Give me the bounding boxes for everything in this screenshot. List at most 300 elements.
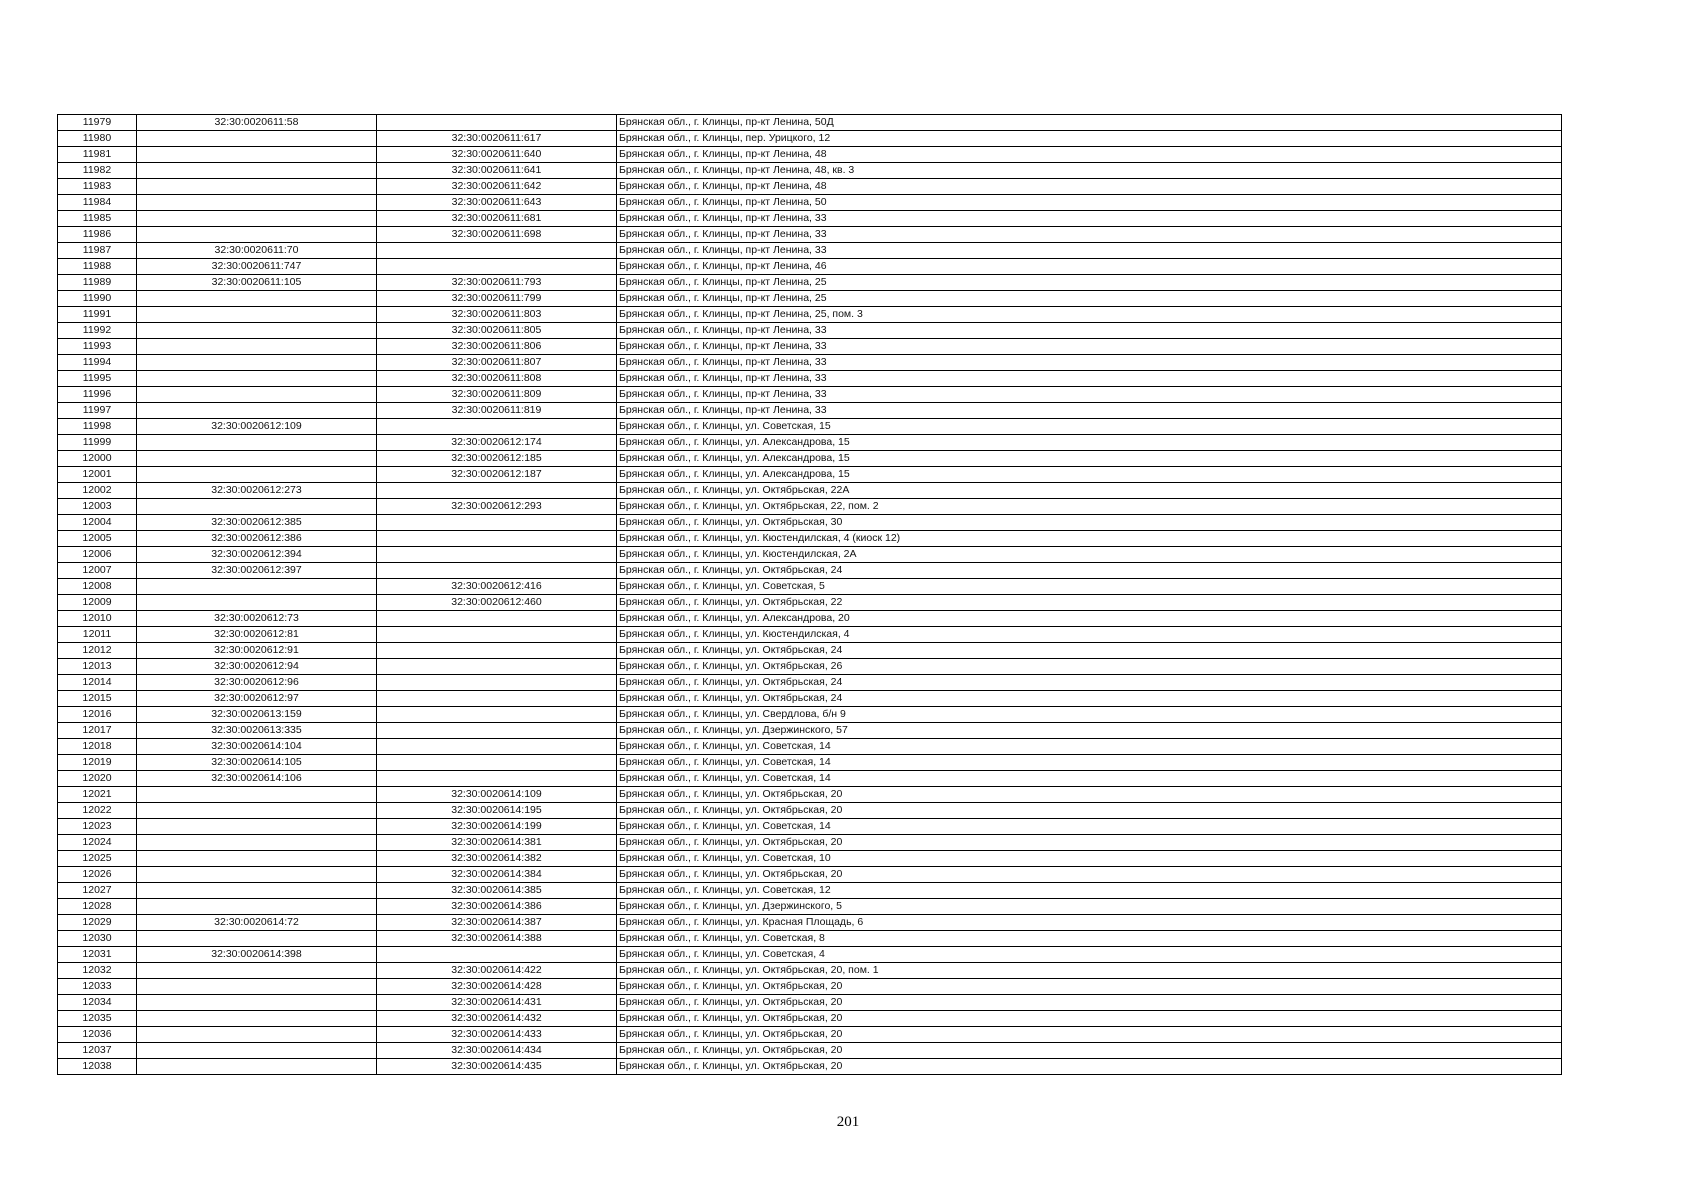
address-cell: Брянская обл., г. Клинцы, пр-кт Ленина, 33 [617,387,1562,403]
row-number-cell: 12006 [58,547,137,563]
address-cell: Брянская обл., г. Клинцы, ул. Советская, 14 [617,739,1562,755]
parcel-cadastral-cell [137,211,377,227]
row-number-cell: 12009 [58,595,137,611]
address-cell: Брянская обл., г. Клинцы, пр-кт Ленина, 25 [617,291,1562,307]
object-cadastral-cell: 32:30:0020611:640 [377,147,617,163]
table-row [58,451,1562,467]
object-cadastral-cell [377,947,617,963]
table-row [58,691,1562,707]
table-row [58,499,1562,515]
address-cell: Брянская обл., г. Клинцы, ул. Советская, 4 [617,947,1562,963]
address-cell: Брянская обл., г. Клинцы, пр-кт Ленина, 33 [617,211,1562,227]
table-row [58,1059,1562,1075]
object-cadastral-cell: 32:30:0020614:433 [377,1027,617,1043]
row-number-cell: 11993 [58,339,137,355]
row-number-cell: 11991 [58,307,137,323]
address-cell: Брянская обл., г. Клинцы, ул. Советская, 12 [617,883,1562,899]
object-cadastral-cell: 32:30:0020614:432 [377,1011,617,1027]
object-cadastral-cell: 32:30:0020614:422 [377,963,617,979]
row-number-cell: 12013 [58,659,137,675]
table-row [58,659,1562,675]
parcel-cadastral-cell: 32:30:0020612:91 [137,643,377,659]
parcel-cadastral-cell [137,1043,377,1059]
parcel-cadastral-cell: 32:30:0020613:335 [137,723,377,739]
object-cadastral-cell: 32:30:0020614:195 [377,803,617,819]
row-number-cell: 12016 [58,707,137,723]
object-cadastral-cell: 32:30:0020614:428 [377,979,617,995]
row-number-cell: 11995 [58,371,137,387]
table-row [58,355,1562,371]
table-row [58,579,1562,595]
table-row [58,435,1562,451]
object-cadastral-cell [377,115,617,131]
parcel-cadastral-cell [137,1059,377,1075]
table-row [58,483,1562,499]
row-number-cell: 12007 [58,563,137,579]
object-cadastral-cell: 32:30:0020614:434 [377,1043,617,1059]
object-cadastral-cell [377,723,617,739]
row-number-cell: 12035 [58,1011,137,1027]
table-row [58,771,1562,787]
address-cell: Брянская обл., г. Клинцы, ул. Октябрьская, 20 [617,867,1562,883]
object-cadastral-cell: 32:30:0020614:384 [377,867,617,883]
object-cadastral-cell: 32:30:0020612:416 [377,579,617,595]
table-body [58,115,1562,1075]
parcel-cadastral-cell: 32:30:0020612:273 [137,483,377,499]
parcel-cadastral-cell [137,819,377,835]
object-cadastral-cell: 32:30:0020612:174 [377,435,617,451]
address-cell: Брянская обл., г. Клинцы, пер. Урицкого, 12 [617,131,1562,147]
row-number-cell: 11980 [58,131,137,147]
parcel-cadastral-cell [137,371,377,387]
object-cadastral-cell [377,739,617,755]
parcel-cadastral-cell [137,195,377,211]
table-row [58,963,1562,979]
row-number-cell: 12024 [58,835,137,851]
row-number-cell: 12003 [58,499,137,515]
parcel-cadastral-cell [137,499,377,515]
parcel-cadastral-cell [137,355,377,371]
object-cadastral-cell [377,611,617,627]
object-cadastral-cell [377,243,617,259]
object-cadastral-cell: 32:30:0020614:385 [377,883,617,899]
row-number-cell: 11992 [58,323,137,339]
address-cell: Брянская обл., г. Клинцы, ул. Октябрьская, 20 [617,1027,1562,1043]
address-cell: Брянская обл., г. Клинцы, ул. Александрова, 15 [617,467,1562,483]
row-number-cell: 12026 [58,867,137,883]
parcel-cadastral-cell [137,451,377,467]
parcel-cadastral-cell [137,595,377,611]
parcel-cadastral-cell: 32:30:0020611:105 [137,275,377,291]
table-row [58,403,1562,419]
table-row [58,259,1562,275]
table-row [58,707,1562,723]
address-cell: Брянская обл., г. Клинцы, ул. Советская, 10 [617,851,1562,867]
row-number-cell: 11994 [58,355,137,371]
object-cadastral-cell [377,691,617,707]
object-cadastral-cell: 32:30:0020611:808 [377,371,617,387]
object-cadastral-cell: 32:30:0020612:187 [377,467,617,483]
parcel-cadastral-cell: 32:30:0020611:70 [137,243,377,259]
table-row [58,371,1562,387]
address-cell: Брянская обл., г. Клинцы, ул. Александрова, 20 [617,611,1562,627]
object-cadastral-cell: 32:30:0020614:386 [377,899,617,915]
row-number-cell: 12012 [58,643,137,659]
address-cell: Брянская обл., г. Клинцы, пр-кт Ленина, 33 [617,403,1562,419]
parcel-cadastral-cell [137,291,377,307]
row-number-cell: 12027 [58,883,137,899]
address-cell: Брянская обл., г. Клинцы, ул. Октябрьская, 20 [617,803,1562,819]
object-cadastral-cell: 32:30:0020614:431 [377,995,617,1011]
parcel-cadastral-cell [137,931,377,947]
row-number-cell: 11996 [58,387,137,403]
parcel-cadastral-cell: 32:30:0020612:386 [137,531,377,547]
row-number-cell: 12019 [58,755,137,771]
object-cadastral-cell [377,771,617,787]
parcel-cadastral-cell: 32:30:0020614:106 [137,771,377,787]
table-row [58,387,1562,403]
parcel-cadastral-cell [137,403,377,419]
parcel-cadastral-cell [137,883,377,899]
parcel-cadastral-cell: 32:30:0020611:58 [137,115,377,131]
table-row [58,531,1562,547]
document-table-wrapper [57,114,1562,1075]
row-number-cell: 12002 [58,483,137,499]
table-row [58,1011,1562,1027]
row-number-cell: 11985 [58,211,137,227]
table-row [58,515,1562,531]
address-cell: Брянская обл., г. Клинцы, ул. Красная Площадь, 6 [617,915,1562,931]
parcel-cadastral-cell [137,963,377,979]
address-cell: Брянская обл., г. Клинцы, ул. Октябрьская, 26 [617,659,1562,675]
table-row [58,819,1562,835]
row-number-cell: 11986 [58,227,137,243]
table-row [58,467,1562,483]
address-cell: Брянская обл., г. Клинцы, ул. Советская, 14 [617,819,1562,835]
row-number-cell: 11987 [58,243,137,259]
row-number-cell: 12004 [58,515,137,531]
row-number-cell: 12023 [58,819,137,835]
table-row [58,867,1562,883]
table-row [58,275,1562,291]
table-row [58,195,1562,211]
object-cadastral-cell: 32:30:0020611:617 [377,131,617,147]
address-cell: Брянская обл., г. Клинцы, пр-кт Ленина, 48 [617,179,1562,195]
object-cadastral-cell [377,259,617,275]
address-cell: Брянская обл., г. Клинцы, пр-кт Ленина, 33 [617,355,1562,371]
object-cadastral-cell: 32:30:0020611:806 [377,339,617,355]
table-row [58,1027,1562,1043]
object-cadastral-cell: 32:30:0020611:698 [377,227,617,243]
address-cell: Брянская обл., г. Клинцы, ул. Октябрьская, 22А [617,483,1562,499]
row-number-cell: 12010 [58,611,137,627]
row-number-cell: 12017 [58,723,137,739]
table-row [58,931,1562,947]
object-cadastral-cell: 32:30:0020611:807 [377,355,617,371]
table-row [58,291,1562,307]
table-row [58,723,1562,739]
address-cell: Брянская обл., г. Клинцы, ул. Октябрьская, 20 [617,1043,1562,1059]
object-cadastral-cell: 32:30:0020614:381 [377,835,617,851]
parcel-cadastral-cell [137,339,377,355]
table-row [58,675,1562,691]
row-number-cell: 12030 [58,931,137,947]
address-cell: Брянская обл., г. Клинцы, ул. Дзержинского, 57 [617,723,1562,739]
address-cell: Брянская обл., г. Клинцы, пр-кт Ленина, 33 [617,243,1562,259]
table-row [58,323,1562,339]
object-cadastral-cell: 32:30:0020611:642 [377,179,617,195]
row-number-cell: 11999 [58,435,137,451]
row-number-cell: 12011 [58,627,137,643]
object-cadastral-cell: 32:30:0020611:799 [377,291,617,307]
parcel-cadastral-cell: 32:30:0020614:398 [137,947,377,963]
address-cell: Брянская обл., г. Клинцы, ул. Октябрьская, 24 [617,563,1562,579]
row-number-cell: 12033 [58,979,137,995]
object-cadastral-cell [377,563,617,579]
parcel-cadastral-cell: 32:30:0020613:159 [137,707,377,723]
object-cadastral-cell: 32:30:0020611:803 [377,307,617,323]
row-number-cell: 12028 [58,899,137,915]
object-cadastral-cell: 32:30:0020611:681 [377,211,617,227]
row-number-cell: 12001 [58,467,137,483]
row-number-cell: 12034 [58,995,137,1011]
address-cell: Брянская обл., г. Клинцы, пр-кт Ленина, 33 [617,339,1562,355]
object-cadastral-cell: 32:30:0020612:460 [377,595,617,611]
table-row [58,419,1562,435]
parcel-cadastral-cell: 32:30:0020612:73 [137,611,377,627]
object-cadastral-cell: 32:30:0020614:109 [377,787,617,803]
parcel-cadastral-cell [137,1027,377,1043]
address-cell: Брянская обл., г. Клинцы, ул. Дзержинского, 5 [617,899,1562,915]
object-cadastral-cell: 32:30:0020614:388 [377,931,617,947]
address-cell: Брянская обл., г. Клинцы, пр-кт Ленина, 33 [617,227,1562,243]
parcel-cadastral-cell [137,851,377,867]
row-number-cell: 12015 [58,691,137,707]
parcel-cadastral-cell [137,867,377,883]
object-cadastral-cell [377,531,617,547]
row-number-cell: 12037 [58,1043,137,1059]
row-number-cell: 11979 [58,115,137,131]
table-row [58,611,1562,627]
parcel-cadastral-cell [137,835,377,851]
address-cell: Брянская обл., г. Клинцы, пр-кт Ленина, 25 [617,275,1562,291]
object-cadastral-cell [377,483,617,499]
address-cell: Брянская обл., г. Клинцы, ул. Октябрьская, 24 [617,643,1562,659]
object-cadastral-cell: 32:30:0020611:643 [377,195,617,211]
address-cell: Брянская обл., г. Клинцы, ул. Октябрьская, 20 [617,1059,1562,1075]
table-row [58,627,1562,643]
table-row [58,995,1562,1011]
address-cell: Брянская обл., г. Клинцы, ул. Октябрьская, 24 [617,691,1562,707]
table-row [58,211,1562,227]
parcel-cadastral-cell: 32:30:0020611:747 [137,259,377,275]
row-number-cell: 11981 [58,147,137,163]
row-number-cell: 12005 [58,531,137,547]
table-row [58,1043,1562,1059]
parcel-cadastral-cell [137,995,377,1011]
object-cadastral-cell [377,755,617,771]
address-cell: Брянская обл., г. Клинцы, пр-кт Ленина, 33 [617,371,1562,387]
address-cell: Брянская обл., г. Клинцы, ул. Октябрьская, 20 [617,835,1562,851]
table-row [58,147,1562,163]
parcel-cadastral-cell [137,979,377,995]
object-cadastral-cell: 32:30:0020611:819 [377,403,617,419]
row-number-cell: 12020 [58,771,137,787]
table-row [58,595,1562,611]
row-number-cell: 12021 [58,787,137,803]
row-number-cell: 11983 [58,179,137,195]
object-cadastral-cell: 32:30:0020612:293 [377,499,617,515]
parcel-cadastral-cell [137,163,377,179]
object-cadastral-cell [377,707,617,723]
table-row [58,947,1562,963]
row-number-cell: 11997 [58,403,137,419]
parcel-cadastral-cell: 32:30:0020612:96 [137,675,377,691]
table-row [58,163,1562,179]
row-number-cell: 12025 [58,851,137,867]
parcel-cadastral-cell [137,579,377,595]
parcel-cadastral-cell [137,803,377,819]
row-number-cell: 11988 [58,259,137,275]
object-cadastral-cell [377,547,617,563]
parcel-cadastral-cell: 32:30:0020614:72 [137,915,377,931]
address-cell: Брянская обл., г. Клинцы, ул. Октябрьская, 20 [617,995,1562,1011]
row-number-cell: 12014 [58,675,137,691]
address-cell: Брянская обл., г. Клинцы, ул. Кюстендилская, 2А [617,547,1562,563]
parcel-cadastral-cell [137,179,377,195]
parcel-cadastral-cell [137,899,377,915]
address-cell: Брянская обл., г. Клинцы, ул. Советская, 15 [617,419,1562,435]
table-row [58,339,1562,355]
table-row [58,883,1562,899]
table-row [58,307,1562,323]
parcel-cadastral-cell: 32:30:0020612:97 [137,691,377,707]
address-cell: Брянская обл., г. Клинцы, ул. Советская, 8 [617,931,1562,947]
address-cell: Брянская обл., г. Клинцы, ул. Кюстендилская, 4 (киоск 12) [617,531,1562,547]
table-row [58,899,1562,915]
address-cell: Брянская обл., г. Клинцы, ул. Александрова, 15 [617,451,1562,467]
row-number-cell: 11982 [58,163,137,179]
parcel-cadastral-cell [137,467,377,483]
parcel-cadastral-cell: 32:30:0020612:385 [137,515,377,531]
address-cell: Брянская обл., г. Клинцы, пр-кт Ленина, 50Д [617,115,1562,131]
table-row [58,643,1562,659]
row-number-cell: 12018 [58,739,137,755]
table-row [58,227,1562,243]
table-row [58,835,1562,851]
object-cadastral-cell: 32:30:0020614:199 [377,819,617,835]
object-cadastral-cell [377,515,617,531]
parcel-cadastral-cell [137,147,377,163]
table-row [58,787,1562,803]
parcel-cadastral-cell [137,131,377,147]
table-row [58,739,1562,755]
address-cell: Брянская обл., г. Клинцы, ул. Свердлова, б/н 9 [617,707,1562,723]
object-cadastral-cell: 32:30:0020611:641 [377,163,617,179]
object-cadastral-cell [377,627,617,643]
object-cadastral-cell: 32:30:0020611:793 [377,275,617,291]
row-number-cell: 12038 [58,1059,137,1075]
address-cell: Брянская обл., г. Клинцы, ул. Октябрьская, 20 [617,1011,1562,1027]
table-row [58,755,1562,771]
parcel-cadastral-cell [137,387,377,403]
parcel-cadastral-cell [137,787,377,803]
address-cell: Брянская обл., г. Клинцы, ул. Александрова, 15 [617,435,1562,451]
table-row [58,803,1562,819]
address-cell: Брянская обл., г. Клинцы, ул. Советская, 14 [617,771,1562,787]
address-cell: Брянская обл., г. Клинцы, пр-кт Ленина, 33 [617,323,1562,339]
row-number-cell: 12008 [58,579,137,595]
object-cadastral-cell [377,659,617,675]
object-cadastral-cell: 32:30:0020611:805 [377,323,617,339]
row-number-cell: 11998 [58,419,137,435]
row-number-cell: 11984 [58,195,137,211]
parcel-cadastral-cell [137,307,377,323]
address-cell: Брянская обл., г. Клинцы, пр-кт Ленина, 48 [617,147,1562,163]
object-cadastral-cell [377,675,617,691]
parcel-cadastral-cell [137,227,377,243]
table-row [58,915,1562,931]
parcel-cadastral-cell: 32:30:0020612:81 [137,627,377,643]
table-row [58,979,1562,995]
table-row [58,547,1562,563]
address-cell: Брянская обл., г. Клинцы, пр-кт Ленина, 48, кв. 3 [617,163,1562,179]
address-cell: Брянская обл., г. Клинцы, ул. Октябрьская, 22 [617,595,1562,611]
table-row [58,243,1562,259]
address-cell: Брянская обл., г. Клинцы, ул. Советская, 5 [617,579,1562,595]
object-cadastral-cell: 32:30:0020611:809 [377,387,617,403]
row-number-cell: 12032 [58,963,137,979]
row-number-cell: 11990 [58,291,137,307]
address-cell: Брянская обл., г. Клинцы, ул. Кюстендилская, 4 [617,627,1562,643]
object-cadastral-cell: 32:30:0020614:387 [377,915,617,931]
row-number-cell: 12036 [58,1027,137,1043]
cadastral-table [57,114,1562,1075]
address-cell: Брянская обл., г. Клинцы, ул. Советская, 14 [617,755,1562,771]
address-cell: Брянская обл., г. Клинцы, ул. Октябрьская, 22, пом. 2 [617,499,1562,515]
address-cell: Брянская обл., г. Клинцы, пр-кт Ленина, 25, пом. 3 [617,307,1562,323]
parcel-cadastral-cell [137,1011,377,1027]
parcel-cadastral-cell: 32:30:0020612:94 [137,659,377,675]
address-cell: Брянская обл., г. Клинцы, пр-кт Ленина, 46 [617,259,1562,275]
address-cell: Брянская обл., г. Клинцы, ул. Октябрьская, 20 [617,979,1562,995]
object-cadastral-cell: 32:30:0020612:185 [377,451,617,467]
address-cell: Брянская обл., г. Клинцы, ул. Октябрьская, 24 [617,675,1562,691]
address-cell: Брянская обл., г. Клинцы, ул. Октябрьская, 20, пом. 1 [617,963,1562,979]
table-row [58,115,1562,131]
parcel-cadastral-cell: 32:30:0020612:109 [137,419,377,435]
table-row [58,563,1562,579]
page-number: 201 [836,1114,860,1130]
object-cadastral-cell: 32:30:0020614:435 [377,1059,617,1075]
address-cell: Брянская обл., г. Клинцы, ул. Октябрьская, 20 [617,787,1562,803]
table-row [58,179,1562,195]
address-cell: Брянская обл., г. Клинцы, ул. Октябрьская, 30 [617,515,1562,531]
parcel-cadastral-cell: 32:30:0020614:105 [137,755,377,771]
row-number-cell: 12029 [58,915,137,931]
parcel-cadastral-cell: 32:30:0020614:104 [137,739,377,755]
object-cadastral-cell [377,643,617,659]
parcel-cadastral-cell: 32:30:0020612:397 [137,563,377,579]
parcel-cadastral-cell [137,323,377,339]
row-number-cell: 12000 [58,451,137,467]
object-cadastral-cell [377,419,617,435]
row-number-cell: 11989 [58,275,137,291]
address-cell: Брянская обл., г. Клинцы, пр-кт Ленина, 50 [617,195,1562,211]
table-row [58,851,1562,867]
parcel-cadastral-cell [137,435,377,451]
row-number-cell: 12022 [58,803,137,819]
